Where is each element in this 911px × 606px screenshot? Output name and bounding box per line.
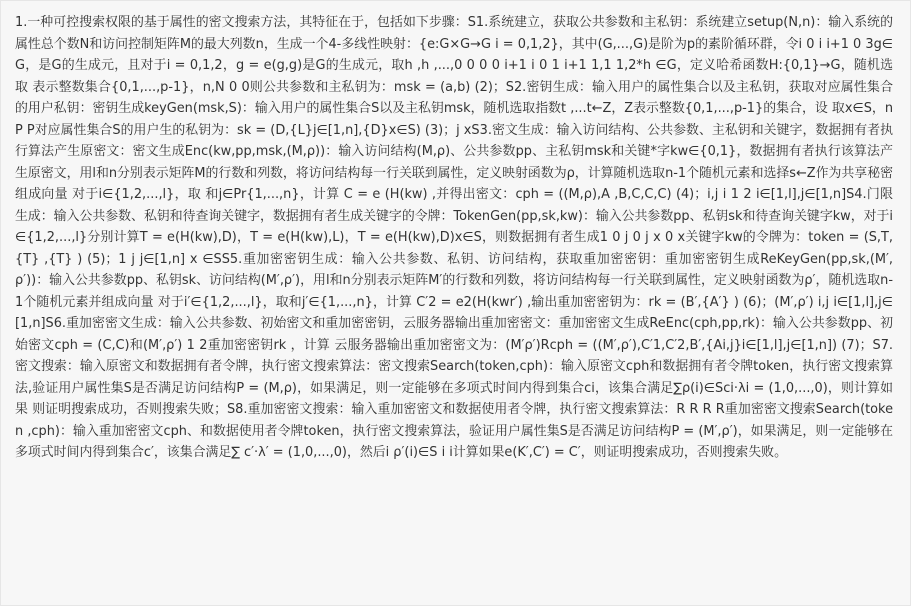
claim-paragraph: 1.一种可控搜索权限的基于属性的密文搜索方法，其特征在于，包括如下步骤：S1.系统建立，获取公共参数和主私钥：系统建立setup(N,n)：输入系统的属性总个数N和访问控制矩阵M的最大列数n，生成一个4-多线性映射：{e:G×G→G i = 0,1,2}，其中(G,...,G)是阶为p的素阶循环群，令i 0 i i+1 0 3g∈G，是G的生成元，且对于i = 0,1,2，g = e(g,g)是G的生成元，取h ,h ,...,0 0 0 0 i+1 i 0 1 i+1 1,1 1,2*h ∈G，定义哈希函数H:{0,1}→G，随机选取 表示整数集合{0,1,...,p-1}，n,N 0 0则公共参数和主私钥为：msk = (a,b) (2)；S2.密钥生成：输入用户的属性集合以及主私钥，获取对应属性集合的用户私钥：密钥生成keyGen(msk,S)：输入用户的属性集合S以及主私钥msk，随机选取指数t ,...t←Z，Z表示整数{0,1,...,p-1}的集合，设 取x∈S，n P P对应属性集合S的用户生的私钥为：sk = (D,{L}j∈[1,n],{D}x∈S) (3)；j xS3.密文生成：输入访问结构、公共参数、主私钥和关键字，数据拥有者执行算法产生原密文：密文生成Enc(kw,pp,msk,(M,ρ))：输入访问结构(M,ρ)、公共参数pp、主私钥msk和关键*字kw∈{0,1}，数据拥有者执行该算法产生原密文，用l和n分别表示矩阵M的行数和列数，将访问结构每一行关联到属性，定义映射函数为ρ，计算随机选取n-1个随机元素和选择s←Z作为共享秘密组成向量 对于i∈{1,2,...,l}，取 和j∈Pr{1,...,n}，计算 C = e (H(kw) ,并得出密文：cph = ((M,ρ),A ,B,C,C,C) (4)；i,j i 1 2 i∈[1,l],j∈[1,n]S4.门限生成：输入公共参数、私钥和待查询关键字，数据拥有者生成关键字的令牌：TokenGen(pp,sk,kw)：输入公共参数pp、私钥sk和待查询关键字kw，对于i∈{1,2,...,l}分别计算T = e(H(kw),D)，T = e(H(kw),L)，T = e(H(kw),D)x∈S，则数据拥有者生成1 0 j 0 j x 0 x关键字kw的令牌为：token = (S,T,{T} ,{T} ) (5)；1 j j∈[1,n] x ∈SS5.重加密密钥生成：输入公共参数、私钥、访问结构，获取重加密密钥：重加密密钥生成ReKeyGen(pp,sk,(M′,ρ′))：输入公共参数pp、私钥sk、访问结构(M′,ρ′)，用l和n分别表示矩阵M′的行数和列数，将访问结构每一行关联到属性，定义映射函数为ρ′，随机选取n-1个随机元素并组成向量 对于i′∈{1,2,...,l}，取和j′∈{1,...,n}，计算 C′2 = e2(H(kwr′) ,输出重加密密钥为：rk = (B′,{A′} ) (6)；(M′,ρ′) i,j i∈[1,l],j∈[1,n]S6.重加密密文生成：输入公共参数、初始密文和重加密密钥，云服务器输出重加密密文：重加密密文生成ReEnc(cph,pp,rk)：输入公共参数pp、初始密文cph = (C,C)和(M′,ρ′) 1 2重加密密钥rk ，计算 云服务器输出重加密密文为：(M′ρ′)Rcph = ((M′,ρ′),C′1,C′2,B′,{Ai,j}i∈[1,l],j∈[1,n]) (7)；S7.密文搜索：输入原密文和数据拥有者令牌，执行密文搜索算法：密文搜索Search(token,cph)：输入原密文cph和数据拥有者令牌token，执行密文搜索算法,验证用户属性集S是否满足访问结构P = (M,ρ)，如果满足，则一定能够在多项式时间内得到集合ci，该集合满足∑ρ(i)∈Sci·λi = (1,0,...,0)，则计算如果 则证明搜索成功，否则搜索失败；S8.重加密密文搜索：输入重加密密文和数据使用者令牌，执行密文搜索算法：R R R R重加密密文搜索Search(token ,cph)：输入重加密密文cph、和数据使用者令牌token，执行密文搜索算法，验证用户属性集S是否满足访问结构P = (M′,ρ′)，如果满足，则一定能够在多项式时间内得到集合c′，该集合满足∑ c′·λ′ = (1,0,...,0)，然后i ρ′(i)∈S i i计算如果e(K′,C′) = C′，则证明搜索成功，否则搜索失败。 [15,15,893,460]
